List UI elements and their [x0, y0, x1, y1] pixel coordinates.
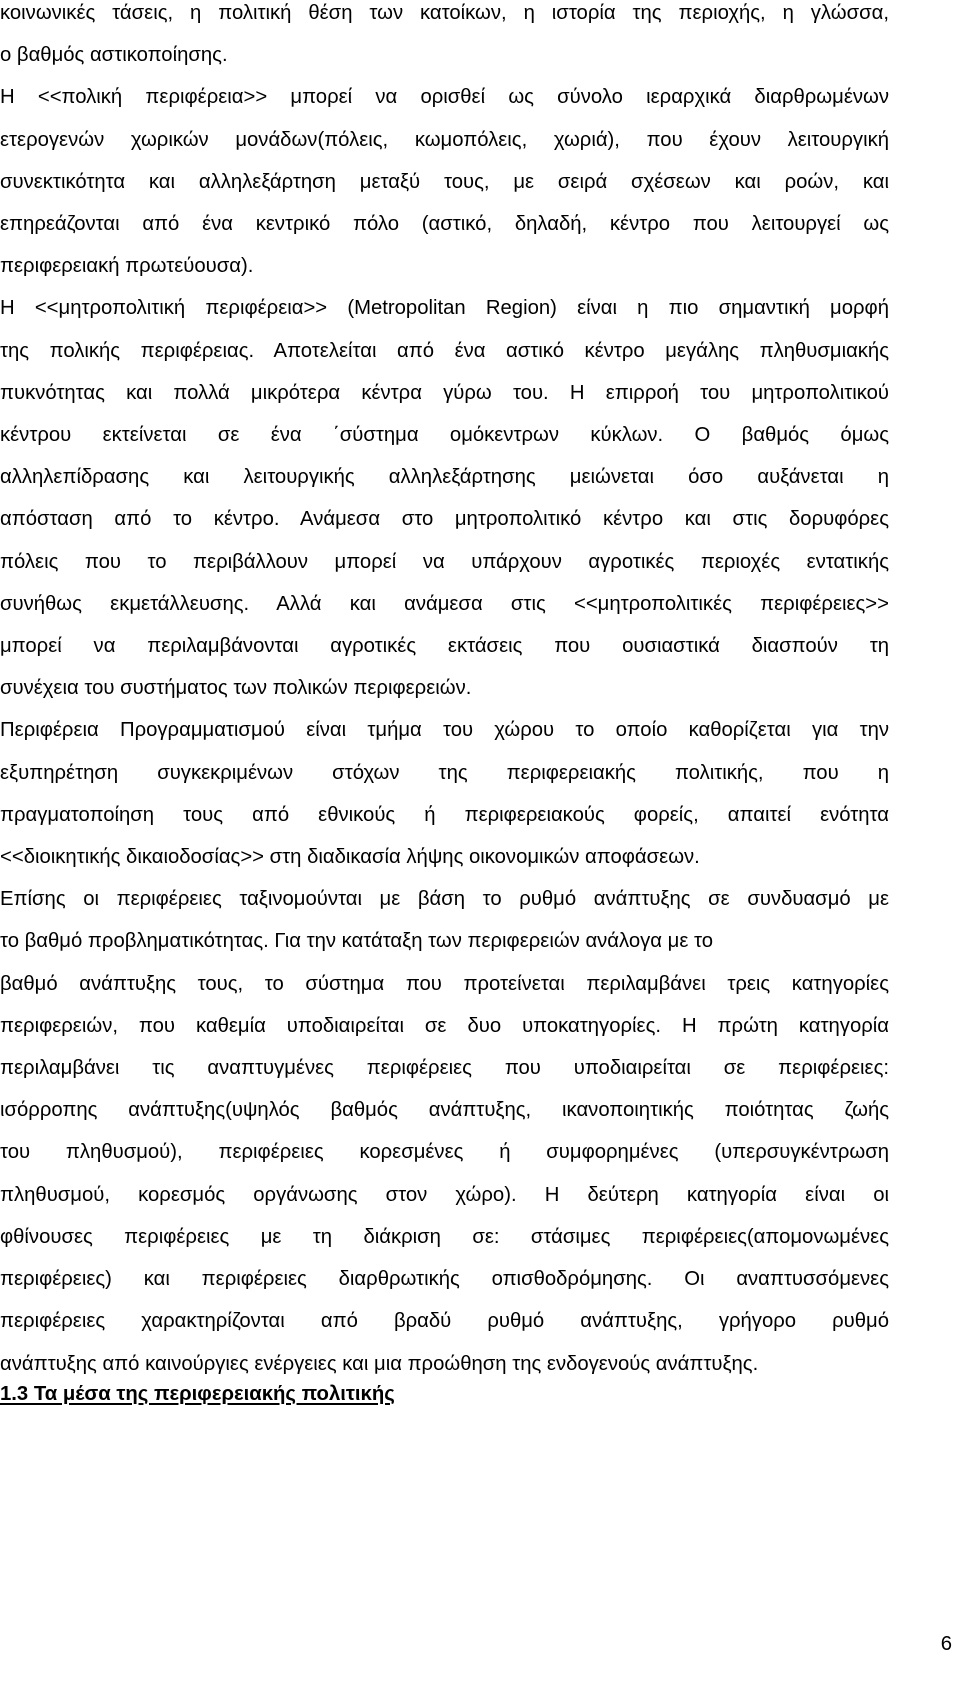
- text-line: περιλαμβάνει τις αναπτυγμένες περιφέρειες που υποδιαιρείται σε περιφέρειες:: [0, 1057, 889, 1080]
- text-line: βαθμό ανάπτυξης τους, το σύστημα που προτείνεται περιλαμβάνει τρεις κατηγορίες: [0, 972, 889, 995]
- text-line: πόλεις που το περιβάλλουν μπορεί να υπάρχουν αγροτικές περιοχές εντατικής: [0, 550, 889, 573]
- text-line: απόσταση από το κέντρο. Ανάμεσα στο μητροπολιτικό κέντρο και στις δορυφόρες: [0, 508, 889, 531]
- text-line: περιφέρειες) και περιφέρειες διαρθρωτικής οπισθοδρόμησης. Οι αναπτυσσόμενες: [0, 1268, 889, 1291]
- text-line: επηρεάζονται από ένα κεντρικό πόλο (αστικό, δηλαδή, κέντρο που λειτουργεί ως: [0, 213, 889, 236]
- text-line: συνέχεια του συστήματος των πολικών περιφερειών.: [0, 677, 472, 700]
- text-line: Περιφέρεια Προγραμματισμού είναι τμήμα του χώρου το οποίο καθορίζεται για την: [0, 719, 889, 742]
- text-line: φθίνουσες περιφέρειες με τη διάκριση σε: στάσιμες περιφέρειες(απομονωμένες: [0, 1225, 889, 1248]
- text-line: πυκνότητας και πολλά μικρότερα κέντρα γύρω του. Η επιρροή του μητροπολιτικού: [0, 381, 889, 404]
- text-line: συνήθως εκμετάλλευσης. Αλλά και ανάμεσα στις <<μητροπολιτικές περιφέρειες>>: [0, 592, 889, 615]
- text-line: περιφέρειες χαρακτηρίζονται από βραδύ ρυθμό ανάπτυξης, γρήγορο ρυθμό: [0, 1310, 889, 1333]
- text-line: ο βαθμός αστικοποίησης.: [0, 44, 228, 67]
- text-line: πραγματοποίηση τους από εθνικούς ή περιφερειακούς φορείς, απαιτεί ενότητα: [0, 803, 889, 826]
- text-line: ετερογενών χωρικών μονάδων(πόλεις, κωμοπόλεις, χωριά), που έχουν λειτουργική: [0, 128, 889, 151]
- text-line: περιφερειών, που καθεμία υποδιαιρείται σε δυο υποκατηγορίες. Η πρώτη κατηγορία: [0, 1014, 889, 1037]
- text-line: συνεκτικότητα και αλληλεξάρτηση μεταξύ τους, με σειρά σχέσεων και ροών, και: [0, 170, 889, 193]
- text-line: του πληθυσμού), περιφέρειες κορεσμένες ή συμφορημένες (υπερσυγκέντρωση: [0, 1141, 889, 1164]
- text-line: κοινωνικές τάσεις, η πολιτική θέση των κατοίκων, η ιστορία της περιοχής, η γλώσσα,: [0, 2, 889, 24]
- text-line: Η <<πολική περιφέρεια>> μπορεί να ορισθεί ως σύνολο ιεραρχικά διαρθρωμένων: [0, 86, 889, 109]
- text-line: <<διοικητικής δικαιοδοσίας>> στη διαδικασία λήψης οικονομικών αποφάσεων.: [0, 846, 700, 869]
- text-line: αλληλεπίδρασης και λειτουργικής αλληλεξάρτησης μειώνεται όσο αυξάνεται η: [0, 466, 889, 489]
- text-line: ισόρροπης ανάπτυξης(υψηλός βαθμός ανάπτυξης, ικανοποιητικής ποιότητας ζωής: [0, 1099, 889, 1122]
- page-number: 6: [940, 1633, 952, 1655]
- text-line: μπορεί να περιλαμβάνονται αγροτικές εκτάσεις που ουσιαστικά διασπούν τη: [0, 635, 889, 658]
- section-heading: 1.3 Τα μέσα της περιφερειακής πολιτικής: [0, 1383, 395, 1405]
- text-line: εξυπηρέτηση συγκεκριμένων στόχων της περιφερειακής πολιτικής, που η: [0, 761, 889, 784]
- text-line: κέντρου εκτείνεται σε ένα ΄σύστημα ομόκεντρων κύκλων. Ο βαθμός όμως: [0, 424, 889, 447]
- text-line: ανάπτυξης από καινούργιες ενέργειες και μια προώθηση της ενδογενούς ανάπτυξης.: [0, 1352, 759, 1375]
- text-line: το βαθμό προβληματικότητας. Για την κατάταξη των περιφερειών ανάλογα με το: [0, 930, 714, 953]
- text-line: Επίσης οι περιφέρειες ταξινομούνται με βάση το ρυθμό ανάπτυξης σε συνδυασμό με: [0, 888, 889, 911]
- text-line: της πολικής περιφέρειας. Αποτελείται από ένα αστικό κέντρο μεγάλης πληθυσμιακής: [0, 339, 889, 362]
- text-line: Η <<μητροπολιτική περιφέρεια>> (Metropolitan Region) είναι η πιο σημαντική μορφή: [0, 297, 889, 320]
- text-line: πληθυσμού, κορεσμός οργάνωσης στον χώρο). Η δεύτερη κατηγορία είναι οι: [0, 1183, 889, 1206]
- text-line: περιφερειακή πρωτεύουσα).: [0, 255, 254, 278]
